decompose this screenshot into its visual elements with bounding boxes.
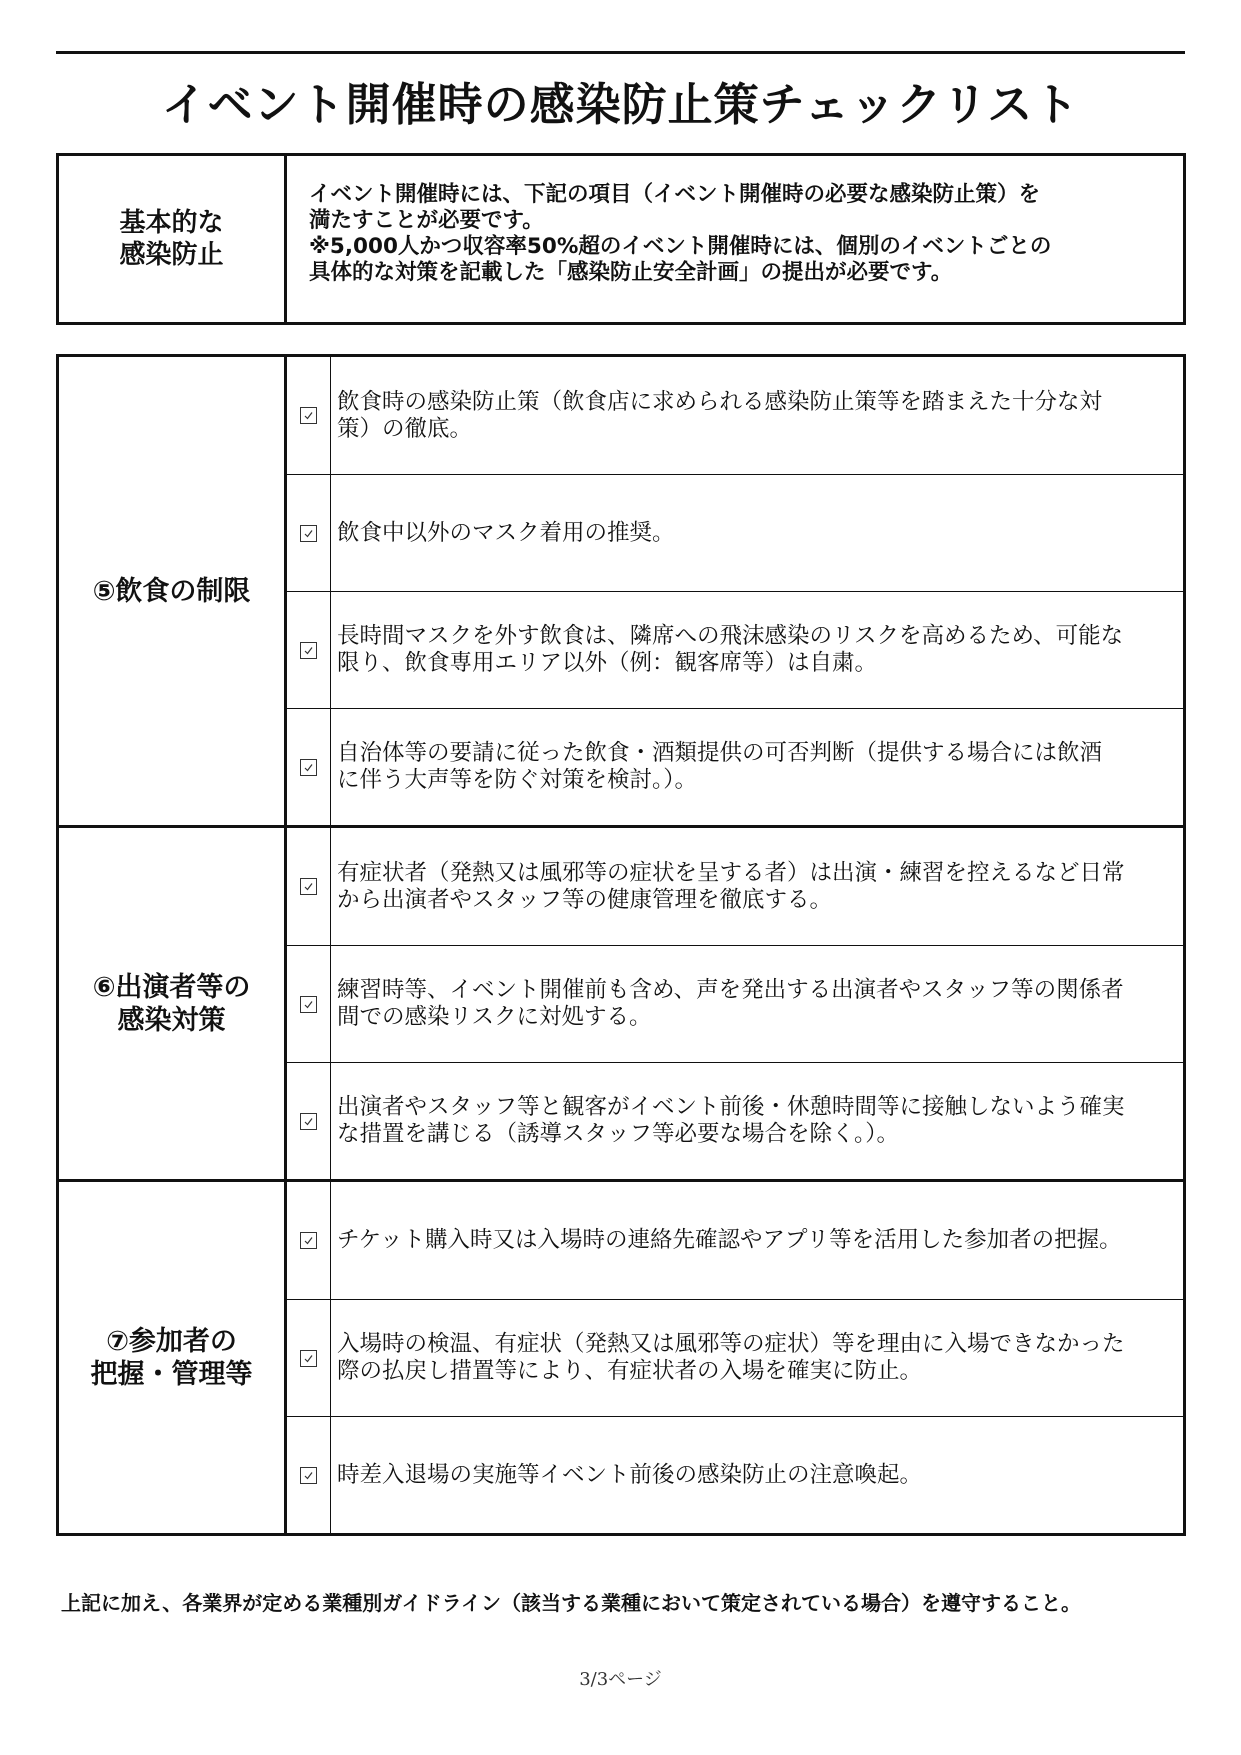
- checklist-item: [287, 591, 1183, 708]
- item-text: [331, 1417, 1183, 1533]
- checkmark-icon: [303, 881, 314, 892]
- item-text: [331, 946, 1183, 1062]
- checklist-item: [287, 1062, 1183, 1179]
- item-text-line: 間での感染リスクに対処する。: [337, 1004, 652, 1030]
- intro-text-line: 満たすことが必要です。: [309, 208, 544, 233]
- checkmark-icon: [303, 528, 314, 539]
- item-text: [331, 592, 1183, 708]
- item-text-line: 自治体等の要請に従った飲食・酒類提供の可否判断（提供する場合には飲酒: [337, 740, 1103, 766]
- checkbox[interactable]: [300, 759, 317, 776]
- checkbox-cell: [287, 475, 331, 591]
- checklist-item: [287, 1182, 1183, 1299]
- checklist-item: [287, 1416, 1183, 1533]
- checkbox-cell: [287, 1063, 331, 1179]
- checkmark-icon: [303, 762, 314, 773]
- checkmark-icon: [303, 1470, 314, 1481]
- item-text-line: から出演者やスタッフ等の健康管理を徹底する。: [337, 886, 833, 913]
- item-text: [331, 1300, 1183, 1416]
- checklist-section: [59, 357, 1183, 825]
- section-label-line: 感染対策: [117, 1004, 226, 1036]
- checkbox-cell: [287, 1300, 331, 1416]
- checkmark-icon: [303, 1116, 314, 1127]
- checkbox[interactable]: [300, 642, 317, 659]
- checkmark-icon: [303, 1353, 314, 1364]
- item-text-line: 練習時等、イベント開催前も含め、声を発出する出演者やスタッフ等の関係者: [337, 977, 1124, 1003]
- intro-text: [287, 156, 1183, 322]
- checklist-section: [59, 825, 1183, 1179]
- section-label-line: ⑤飲食の制限: [92, 575, 251, 607]
- checkbox[interactable]: [300, 1113, 317, 1130]
- item-text-line: チケット購入時又は入場時の連絡先確認やアプリ等を活用した参加者の把握。: [337, 1227, 1122, 1253]
- checklist-item: [287, 828, 1183, 945]
- checkbox[interactable]: [300, 525, 317, 542]
- intro-label: [59, 156, 287, 322]
- checklist-item: [287, 1299, 1183, 1416]
- item-text-line: 限り、飲食専用エリア以外（例：観客席等）は自粛。: [337, 650, 878, 676]
- checklist-item: [287, 474, 1183, 591]
- page-title: イベント開催時の感染防止策チェックリスト: [161, 78, 1080, 131]
- section-label-line: ⑦参加者の: [106, 1325, 237, 1357]
- checklist-section: [59, 1179, 1183, 1533]
- intro-text-line: ※5,000人かつ収容率50%超のイベント開催時には、個別のイベントごとの: [309, 234, 1052, 259]
- checkbox[interactable]: [300, 996, 317, 1013]
- section-label: [59, 828, 287, 1179]
- item-text-line: 入場時の検温、有症状（発熱又は風邪等の症状）等を理由に入場できなかった: [337, 1331, 1125, 1357]
- checkbox[interactable]: [300, 878, 317, 895]
- section-label-line: ⑥出演者等の: [92, 971, 251, 1003]
- checklist-table: [56, 354, 1186, 1536]
- item-text: [331, 828, 1183, 945]
- intro-text-line: 具体的な対策を記載した「感染防止安全計画」の提出が必要です。: [309, 260, 953, 285]
- page-number: 3/3ページ: [579, 1669, 662, 1690]
- checkmark-icon: [303, 1235, 314, 1246]
- item-text: [331, 1182, 1183, 1299]
- section-label: [59, 357, 287, 825]
- intro-label-line: 感染防止: [119, 240, 224, 270]
- item-text: [331, 475, 1183, 591]
- checkmark-icon: [303, 645, 314, 656]
- checkbox[interactable]: [300, 1467, 317, 1484]
- checkbox-cell: [287, 709, 331, 825]
- intro-box: [56, 153, 1186, 325]
- checkbox[interactable]: [300, 407, 317, 424]
- checkbox-cell: [287, 592, 331, 708]
- item-text-line: な措置を講じる（誘導スタッフ等必要な場合を除く。）。: [337, 1121, 900, 1147]
- checkbox[interactable]: [300, 1232, 317, 1249]
- intro-text-line: イベント開催時には、下記の項目（イベント開催時の必要な感染防止策）を: [309, 182, 1041, 207]
- item-text-line: 出演者やスタッフ等と観客がイベント前後・休憩時間等に接触しないよう確実: [337, 1094, 1125, 1120]
- section-items: [287, 357, 1183, 825]
- item-text-line: 際の払戻し措置等により、有症状者の入場を確実に防止。: [337, 1358, 923, 1384]
- section-items: [287, 1182, 1183, 1533]
- checkbox-cell: [287, 1417, 331, 1533]
- item-text-line: 時差入退場の実施等イベント前後の感染防止の注意喚起。: [337, 1461, 923, 1488]
- item-text: [331, 357, 1183, 474]
- item-text-line: 飲食時の感染防止策（飲食店に求められる感染防止策等を踏まえた十分な対: [337, 388, 1103, 415]
- checkbox[interactable]: [300, 1350, 317, 1367]
- item-text: [331, 709, 1183, 825]
- section-label-line: 把握・管理等: [90, 1358, 253, 1390]
- item-text-line: に伴う大声等を防ぐ対策を検討。）。: [337, 767, 698, 793]
- checkbox-cell: [287, 357, 331, 474]
- item-text: [331, 1063, 1183, 1179]
- intro-label-line: 基本的な: [119, 208, 224, 238]
- checkbox-cell: [287, 946, 331, 1062]
- checklist-item: [287, 357, 1183, 474]
- footer-note: 上記に加え、各業界が定める業種別ガイドライン（該当する業種において策定されている場合）を遵守すること。: [61, 1591, 1081, 1615]
- section-label: [59, 1182, 287, 1533]
- item-text-line: 策）の徹底。: [337, 415, 473, 442]
- checklist-item: [287, 945, 1183, 1062]
- checkbox-cell: [287, 828, 331, 945]
- item-text-line: 有症状者（発熱又は風邪等の症状を呈する者）は出演・練習を控えるなど日常: [337, 859, 1125, 886]
- top-rule: [56, 51, 1185, 54]
- item-text-line: 長時間マスクを外す飲食は、隣席への飛沫感染のリスクを高めるため、可能な: [337, 623, 1124, 649]
- section-items: [287, 828, 1183, 1179]
- checkmark-icon: [303, 999, 314, 1010]
- checkmark-icon: [303, 410, 314, 421]
- item-text-line: 飲食中以外のマスク着用の推奨。: [337, 519, 675, 546]
- checklist-item: [287, 708, 1183, 825]
- checkbox-cell: [287, 1182, 331, 1299]
